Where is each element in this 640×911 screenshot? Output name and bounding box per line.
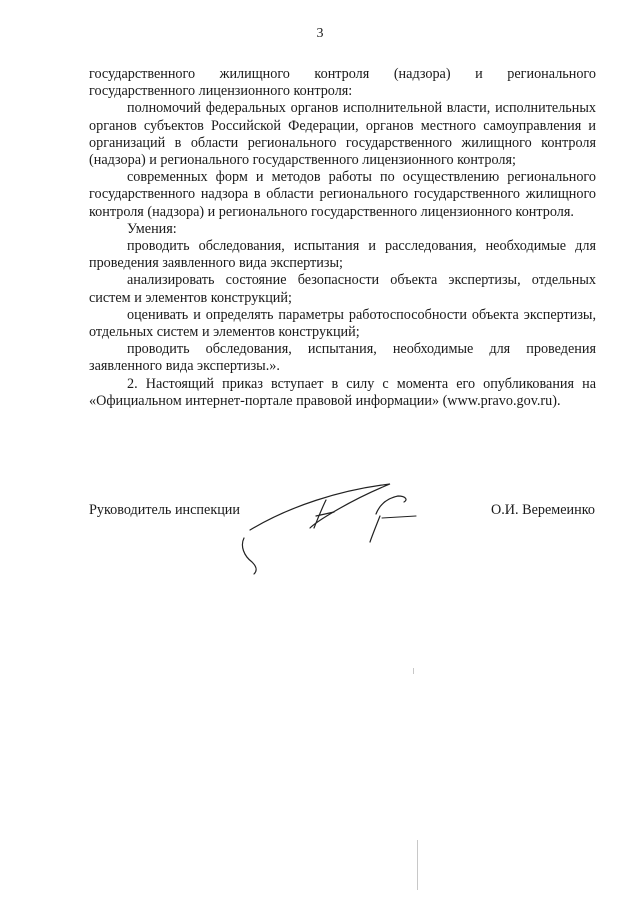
handwritten-signature [230,478,460,578]
paragraph-3: современных форм и методов работы по осуществлению регионального государственного надзора в области регионального государственного жилищного контроля (надзора) и регионального государственного лицензионного контроля. [89,169,596,220]
paragraph-6: анализировать состояние безопасности объекта экспертизы, отдельных систем и элементов конструкций; [89,272,596,306]
skills-heading: Умения: [127,220,177,237]
signatory-name: О.И. Веремеинко [490,502,595,518]
paragraph-9: 2. Настоящий приказ вступает в силу с момента его опубликования на «Официальном интернет-портале правовой информации» (www.pravo.gov.ru). [89,375,596,409]
signature-block [0,478,640,588]
paragraph-1: государственного жилищного контроля (надзора) и регионального государственного лицензионного контроля: [89,66,596,100]
scan-artifact [417,840,418,890]
paragraph-8: проводить обследования, испытания, необходимые для проведения заявленного вида экспертизы.». [89,341,596,375]
paragraph-7: оценивать и определять параметры работоспособности объекта экспертизы, отдельных систем и элементов конструкций; [89,306,596,341]
page-number: 3 [316,26,324,41]
scan-artifact [413,668,414,674]
paragraph-2: полномочий федеральных органов исполнительной власти, исполнительных органов субъектов Российской Федерации, органов местного самоуправления и организаций в области регионального государственного жилищного контроля (надзора) и регионального государственного лицензионного контроля; [89,100,596,169]
paragraph-5: проводить обследования, испытания и расследования, необходимые для проведения заявленного вида экспертизы; [89,238,596,272]
document-body [89,66,596,410]
signatory-title: Руководитель инспекции [89,502,240,518]
